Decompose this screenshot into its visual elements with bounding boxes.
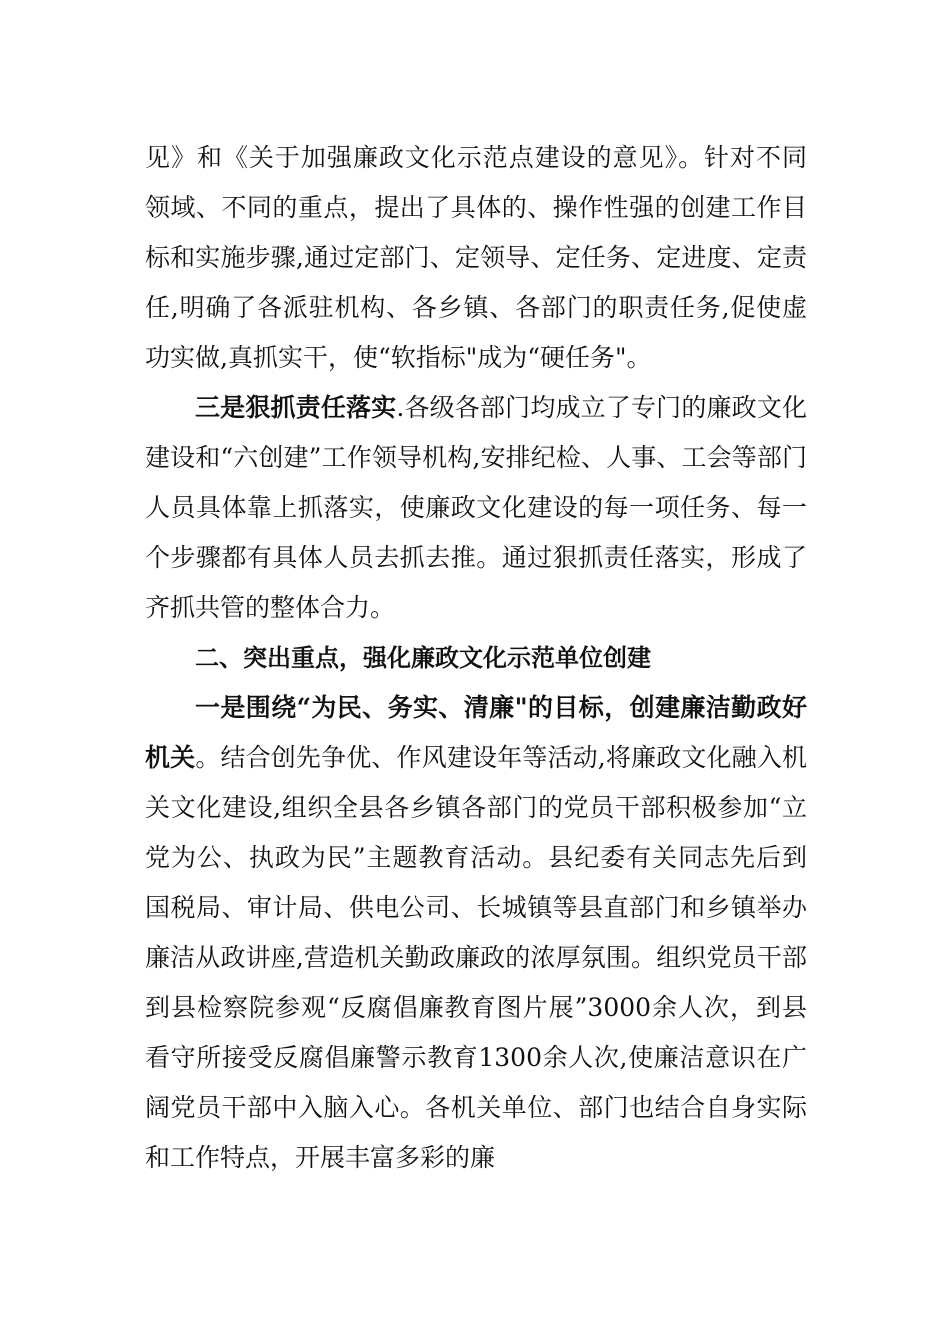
paragraph-text: .各级各部门均成立了专门的廉政文化建设和“六创建”工作领导机构,安排纪检、人事、工会等部门人员具体靠上抓落实，使廉政文化建设的每一项任务、每一个步骤都有具体人员去抓去推。通过狠抓责任落实，形成了齐抓共管的整体合力。 xyxy=(145,393,807,622)
paragraph-model-organs xyxy=(145,683,807,1183)
paragraph-continuation xyxy=(145,133,807,383)
paragraph-lead: 一是围绕“为民、务实、清廉"的目标，创建廉洁勤政好机关 xyxy=(145,693,807,772)
paragraph-text: 见》和《关于加强廉政文化示范点建设的意见》。针对不同领域、不同的重点，提出了具体的、操作性强的创建工作目标和实施步骤,通过定部门、定领导、定任务、定进度、定责任,明确了各派驻机构、各乡镇、各部门的职责任务,促使虚功实做,真抓实干，使“软指标"成为“硬任务"。 xyxy=(145,143,807,372)
paragraph-text: 。结合创先争优、作风建设年等活动,将廉政文化融入机关文化建设,组织全县各乡镇各部门的党员干部积极参加“立党为公、执政为民”主题教育活动。县纪委有关同志先后到国税局、审计局、供电公司、长城镇等县直部门和乡镇举办廉洁从政讲座,营造机关勤政廉政的浓厚氛围。组织党员干部到县检察院参观“反腐倡廉教育图片展”3000余人次，到县看守所接受反腐倡廉警示教育1300余人次,使廉洁意识在广阔党员干部中入脑入心。各机关单位、部门也结合自身实际和工作特点，开展丰富多彩的廉 xyxy=(145,743,807,1172)
section-heading: 二、突出重点，强化廉政文化示范单位创建 xyxy=(195,644,651,672)
document-body xyxy=(145,133,807,1183)
paragraph-lead: 三是狠抓责任落实 xyxy=(195,393,397,422)
paragraph-responsibility xyxy=(145,383,807,633)
